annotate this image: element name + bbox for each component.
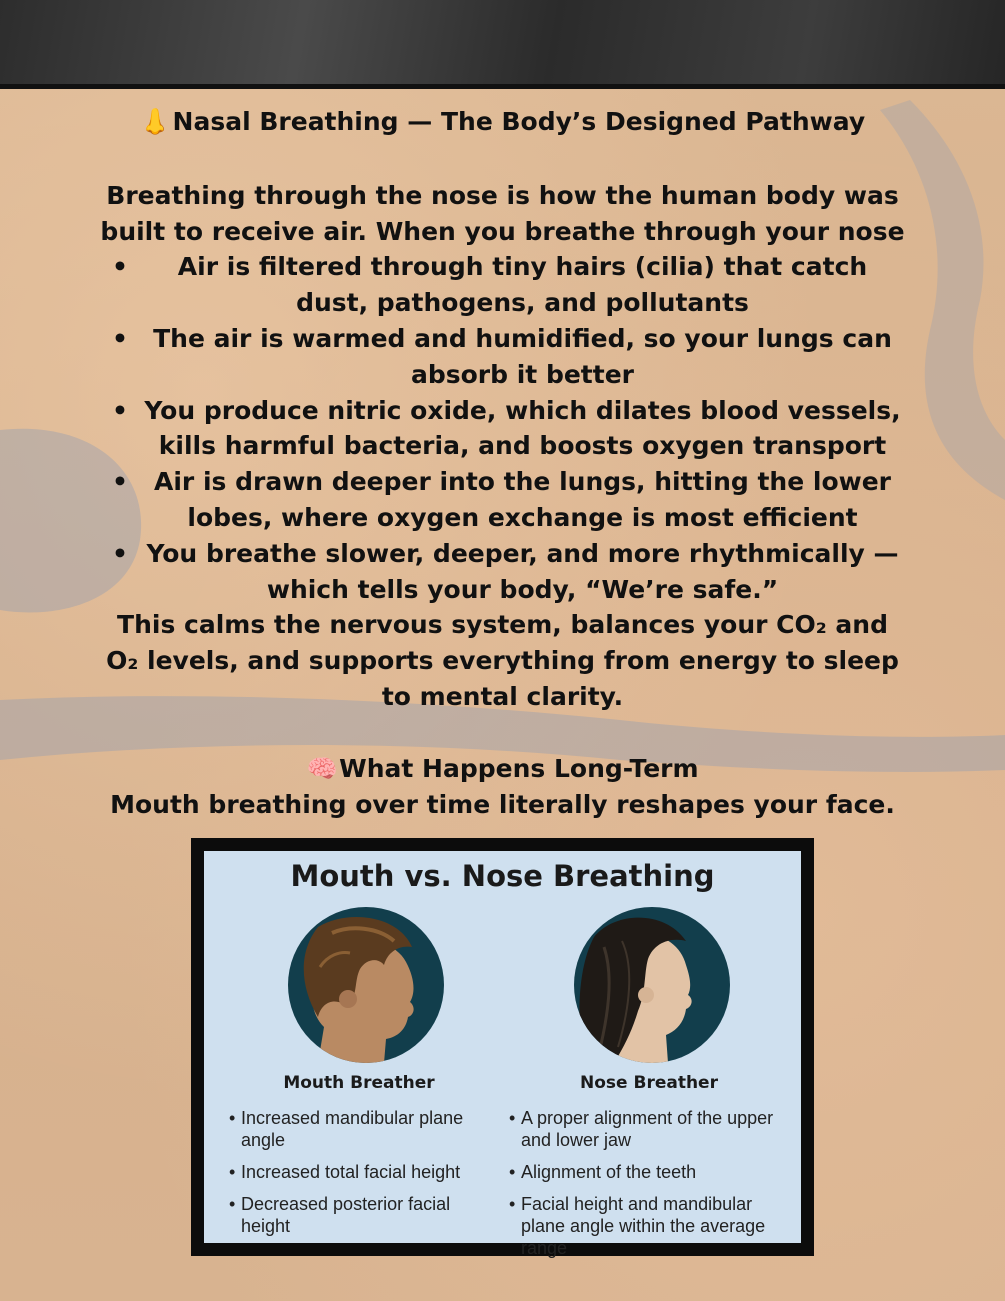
list-item: • Alignment of the teeth: [509, 1161, 784, 1183]
list-item: • The air is warmed and humidified, so your lungs can absorb it better: [100, 321, 905, 393]
bullet-dot: •: [112, 323, 128, 353]
list-item: • Increased mandibular plane angle: [229, 1107, 504, 1151]
subheading: [100, 751, 905, 787]
figure-panel: [204, 851, 801, 1258]
subheading-text: What Happens Long-Term: [339, 753, 699, 783]
list-item: • Increased total facial height: [229, 1161, 504, 1183]
nose-breather-traits: [509, 1107, 784, 1269]
bullet-dot: •: [112, 395, 128, 425]
list-item: • Facial height and mandibular plane angle within the average range: [509, 1193, 784, 1259]
subheading-caption: Mouth breathing over time literally reshapes your face.: [110, 789, 895, 819]
list-item: • A proper alignment of the upper and lower jaw: [509, 1107, 784, 1151]
bullet-dot: •: [112, 467, 128, 497]
intro-paragraph: Breathing through the nose is how the human body was built to receive air. When you breathe through your nose: [100, 180, 905, 246]
list-item: • Air is filtered through tiny hairs (cilia) that catch dust, pathogens, and pollutants: [100, 249, 905, 321]
brain-icon: 🧠: [306, 753, 338, 783]
list-item: • Air is drawn deeper into the lungs, hitting the lower lobes, where oxygen exchange is most efficient: [100, 464, 905, 536]
mouth-breather-traits: [229, 1107, 504, 1247]
top-banner: [0, 0, 1005, 89]
nose-breather-portrait: [574, 907, 730, 1063]
nose-breather-label: Nose Breather: [580, 1073, 718, 1093]
figure-title: Mouth vs. Nose Breathing: [290, 859, 715, 893]
list-item: • Decreased posterior facial height: [229, 1193, 504, 1237]
mouth-breather-label: Mouth Breather: [283, 1073, 435, 1093]
mouth-breather-portrait: [288, 907, 444, 1063]
conclusion-paragraph: This calms the nervous system, balances your CO₂ and O₂ levels, and supports everything from energy to sleep to mental clarity.: [106, 610, 899, 711]
bullet-dot: •: [112, 252, 128, 282]
list-item: • You produce nitric oxide, which dilates blood vessels, kills harmful bacteria, and boosts oxygen transport: [100, 393, 905, 465]
section-heading: [100, 104, 905, 140]
bullet-dot: •: [112, 538, 128, 568]
heading-text: Nasal Breathing — The Body’s Designed Pathway: [172, 107, 866, 136]
article-text: [100, 100, 905, 822]
list-item: • You breathe slower, deeper, and more rhythmically — which tells your body, “We’re safe.”: [100, 536, 905, 608]
benefit-list: [100, 249, 905, 607]
nose-icon: 👃: [139, 107, 171, 136]
mouth-breather-column: [224, 851, 504, 1243]
nose-breather-column: [509, 851, 789, 1258]
comparison-figure: [191, 838, 814, 1256]
